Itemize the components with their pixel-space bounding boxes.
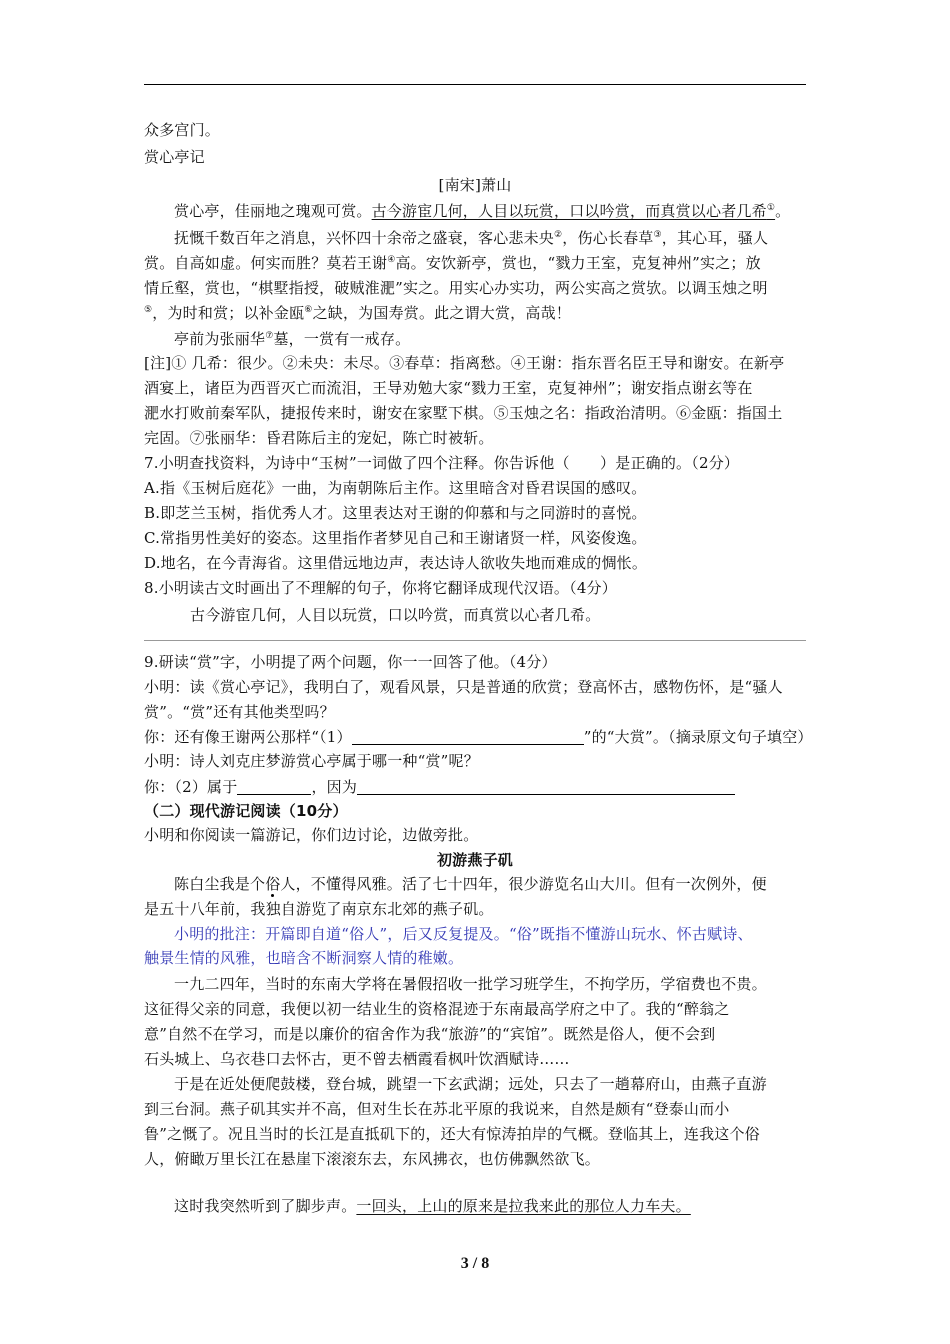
text-span: ，其心耳，骚人: [661, 229, 769, 247]
footnote-mark: ①: [766, 203, 776, 213]
footnote-mark: ②: [554, 230, 563, 240]
passage-line: [144, 226, 854, 250]
question-8: 8.小明读古文时画出了不理解的句子，你将它翻译成现代汉语。（4分）: [144, 579, 617, 597]
note-line: 完固。⑦张丽华：昏君陈后主的宠妃，陈亡时被斩。: [144, 429, 494, 447]
footnote-mark: ③: [653, 230, 662, 240]
text-span: 古今游宦几何，人目以玩赏，口以吟赏，而真赏以心者几希: [371, 202, 767, 220]
text-span: 亭前为张丽华: [174, 330, 266, 348]
essay-line: 于是在近处便爬鼓楼，登台城，跳望一下玄武湖；远处，只去了一趟幕府山，由燕子直游: [174, 1075, 767, 1093]
essay-line: 石头城上、乌衣巷口去怀古，更不曾去栖霞看枫叶饮酒赋诗……: [144, 1050, 570, 1068]
essay-title: 初游燕子矶: [436, 851, 513, 869]
essay-line: 这征得父亲的同意，我便以初一结业生的资格混迹于东南最高学府之中了。我的“醉翁之: [144, 1000, 730, 1018]
text-span: 赏心亭，佳丽地之瑰观可赏。: [174, 202, 372, 220]
translate-sentence: 古今游宦几何，人目以玩赏，口以吟赏，而真赏以心者几希。: [190, 606, 601, 624]
author-line: [南宋]萧山: [438, 176, 512, 194]
dialogue-line: [144, 725, 824, 749]
passage-line: [144, 251, 824, 275]
question-9: 9.研读“赏”字，小明提了两个问题，你一一回答了他。（4分）: [144, 653, 557, 671]
note-line: 酒宴上，诸臣为西晋灭亡而流泪，王导劝勉大家“戮力王室，克复神州”；谢安指点谢玄等在: [144, 379, 753, 397]
text-span: 你：还有像王谢两公那样“（1）: [144, 728, 352, 746]
text-span: 赏。自高如虚。何实而胜？莫若王谢: [144, 254, 388, 272]
passage-line: [144, 199, 854, 223]
footnote-mark: ⑦: [265, 331, 274, 341]
option-d: D.地名，在今青海省。这里借远地边声，表达诗人欲收失地而难成的惆怅。: [144, 554, 648, 572]
header-rule: [144, 84, 806, 85]
answer-blank-3[interactable]: [357, 778, 735, 795]
option-a: A.指《玉树后庭花》一曲，为南朝陈后主作。这里暗含对昏君误国的感叹。: [144, 479, 647, 497]
option-c: C.常指男性美好的姿态。这里指作者梦见自己和王谢诸贤一样，风姿俊逸。: [144, 529, 647, 547]
annotation-line: 小明的批注：开篇即自道“俗人”，后又反复提及。“俗”既指不懂游山玩水、怀古赋诗、: [174, 925, 753, 943]
option-b: B.即芝兰玉树，指优秀人才。这里表达对王谢的仰慕和与之同游时的喜悦。: [144, 504, 647, 522]
essay-line: 是五十八年前，我独自游览了南京东北郊的燕子矶。: [144, 900, 494, 918]
essay-line: [144, 1194, 854, 1218]
essay-line: [144, 872, 854, 896]
essay-line: 鲁”之慨了。况且当时的长江是直抵矶下的，还大有惊涛拍岸的气概。登临其上，连我这个俗: [144, 1125, 760, 1143]
page-number: 3 / 8: [460, 1255, 490, 1272]
instruction-line: 小明和你阅读一篇游记，你们边讨论，边做旁批。: [144, 826, 479, 844]
text-span: 陈白尘我是个: [174, 875, 266, 893]
text-span: 高。安饮新亭，赏也，“戮力王室，克复神州”实之；放: [395, 254, 761, 272]
question-7: 7.小明查找资料，为诗中“玉树”一词做了四个注释。你告诉他（ ）是正确的。（2分）: [144, 454, 740, 472]
passage-title: 赏心亭记: [144, 148, 205, 166]
text-span: ，因为: [311, 778, 358, 796]
answer-line[interactable]: [144, 640, 806, 641]
annotation-line: 触景生情的风雅，也暗含不断洞察人情的稚嫩。: [144, 949, 464, 967]
text-span: ，伤心长春草: [562, 229, 654, 247]
dialogue-line: 赏”。“赏”还有其他类型吗？: [144, 703, 335, 721]
text-span: 墓，一赏有一戒存。: [273, 330, 411, 348]
text-span: ，为时和赏；以补金瓯: [152, 304, 305, 322]
passage-line: [144, 327, 854, 351]
underlined-sentence: 一回头，上山的原来是拉我来此的那位人力车夫。: [356, 1197, 691, 1215]
essay-line: 到三台洞。燕子矶其实并不高，但对生长在苏北平原的我说来，自然是颇有“登泰山而小: [144, 1100, 730, 1118]
passage-line: 情丘壑，赏也，“棋墅指授，破贼淮淝”实之。用实心办实功，两公实高之赏欤。以调玉烛之明: [144, 279, 768, 297]
essay-line: 一九二四年，当时的东南大学将在暑假招收一批学习班学生，不拘学历，学宿费也不贵。: [174, 975, 767, 993]
text-span: 这时我突然听到了脚步声。: [174, 1197, 357, 1215]
answer-blank-1[interactable]: [352, 728, 584, 745]
note-line: [注]① 几希：很少。②未央：未尽。③春草：指离愁。④王谢：指东晋名臣王导和谢安。在新亭: [144, 354, 785, 372]
dialogue-line: 小明：诗人刘克庄梦游赏心亭属于哪一种“赏”呢？: [144, 752, 479, 770]
underlined-sentence: [372, 202, 775, 220]
text-span: ”的“大赏”。（摘录原文句子填空）: [583, 728, 813, 746]
essay-line: 意”自然不在学习，而是以廉价的宿舍作为我“旅游”的“宾馆”。既然是俗人，便不会到: [144, 1025, 716, 1043]
footnote-mark: ⑥: [304, 305, 313, 315]
emphasis-char: 俗: [265, 875, 281, 893]
text-span: 。: [775, 202, 791, 220]
text-span: 你：（2）属于: [144, 778, 238, 796]
footnote-mark: ④: [387, 255, 396, 265]
answer-blank-2[interactable]: [237, 778, 311, 795]
essay-line: 人，俯瞰万里长江在悬崖下滚滚东去，东风拂衣，也仿佛飘然欲飞。: [144, 1150, 601, 1168]
text-line: 众多宫门。: [144, 121, 221, 139]
text-span: 人，不懂得风雅。活了七十四年，很少游览名山大川。但有一次例外，便: [280, 875, 767, 893]
note-line: 淝水打败前秦军队，捷报传来时，谢安在家墅下棋。⑤玉烛之名：指政治清明。⑥金瓯：指国土: [144, 404, 783, 422]
dialogue-line: 小明：读《赏心亭记》，我明白了，观看风景，只是普通的欣赏；登高怀古，感物伤怀，是“骚人: [144, 678, 783, 696]
footnote-mark: ⑤: [144, 305, 153, 315]
dialogue-line: [144, 775, 824, 799]
text-span: 之缺，为国寿赏。此之谓大赏，高哉！: [312, 304, 571, 322]
text-span: 抚慨千数百年之消息，兴怀四十余帝之盛衰，客心悲未央: [174, 229, 555, 247]
passage-line: [144, 301, 824, 325]
section-heading: （二）现代游记阅读（10分）: [144, 802, 348, 820]
